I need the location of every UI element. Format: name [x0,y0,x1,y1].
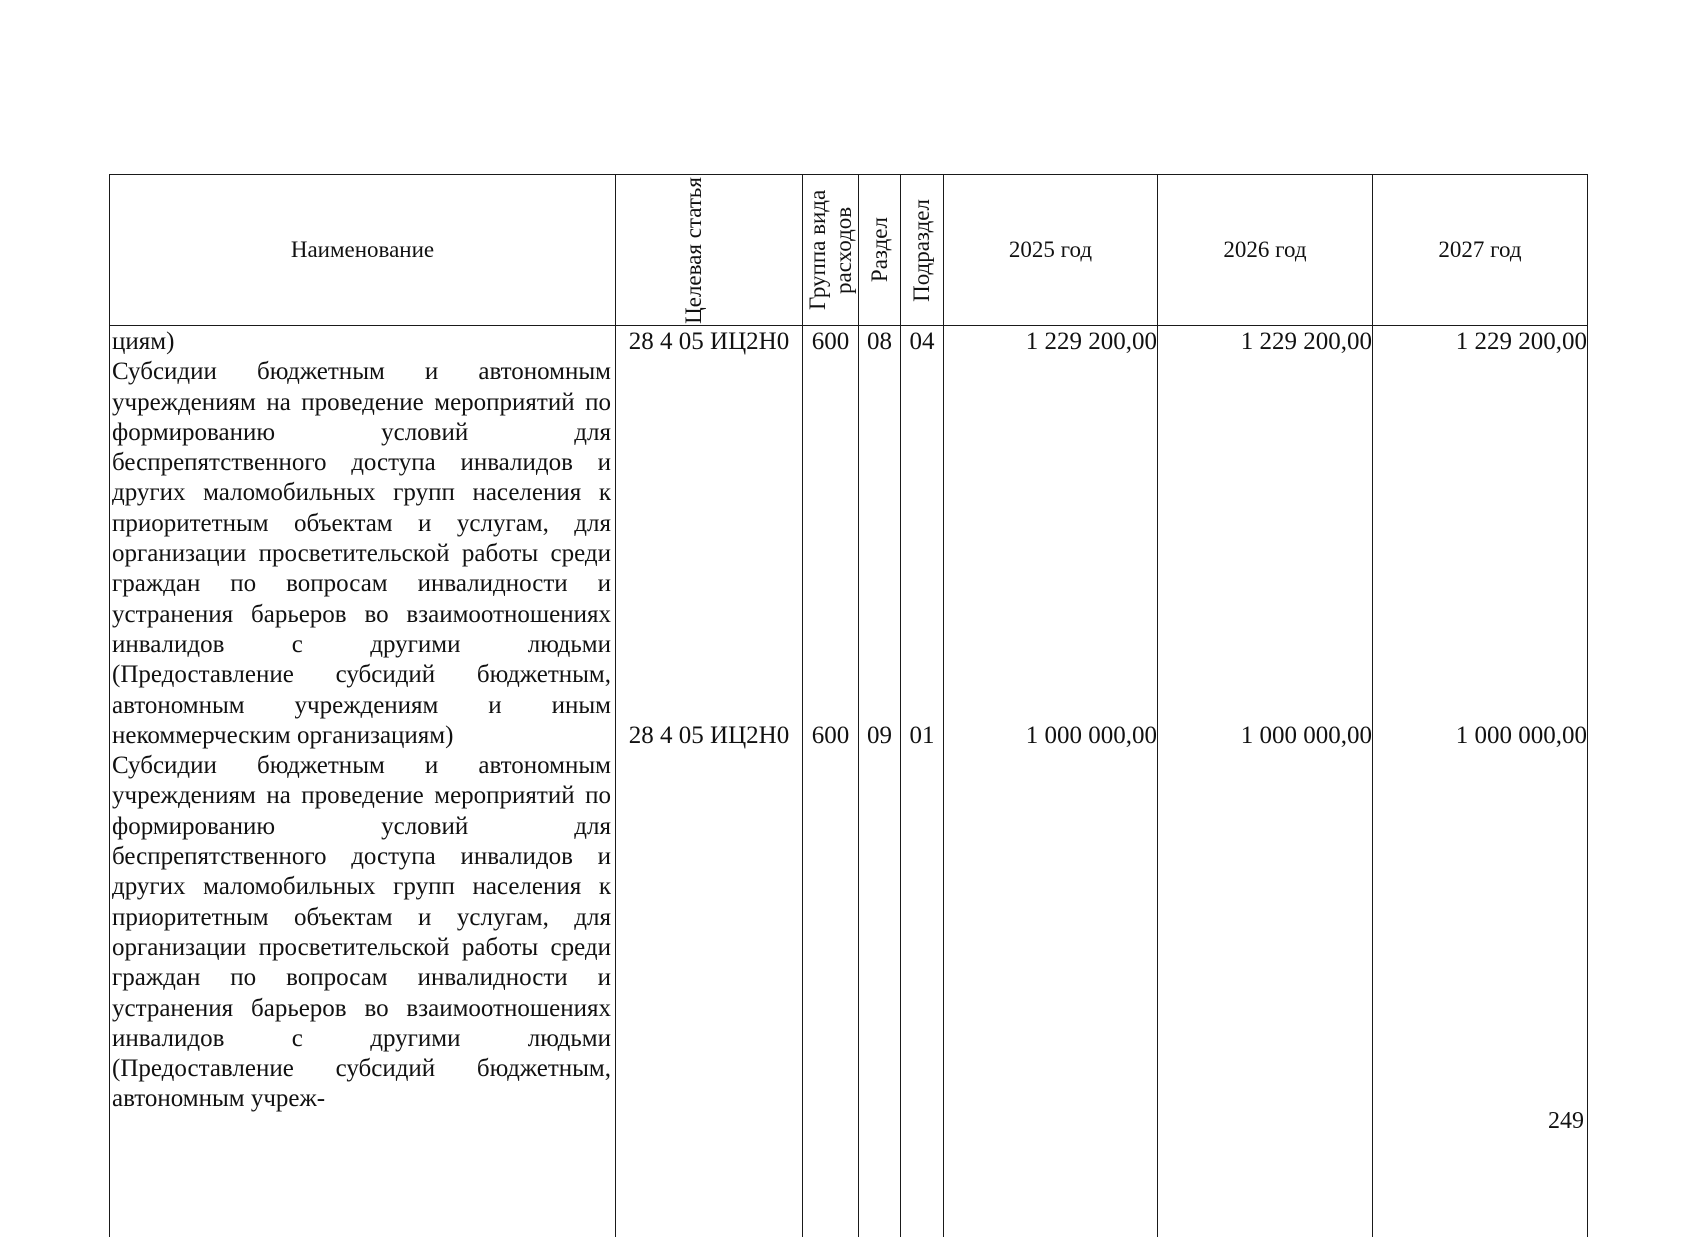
header-section-label: Раздел [867,217,893,282]
header-expense-group [803,175,859,326]
name-cell [110,326,616,1237]
header-target-item [616,175,803,326]
row2-expense-group: 600 [803,721,858,751]
row2-year-2027: 1 000 000,00 [1373,721,1587,751]
subsection-cell [901,326,944,1237]
text-block-tail: циям) [112,327,611,357]
header-subsection [901,175,944,326]
budget-table [109,174,1588,1237]
page-number: 249 [1548,1108,1584,1135]
header-expense-group-label: Группа вида расходов [805,175,857,325]
row2-year-2026: 1 000 000,00 [1158,721,1372,751]
target-item-cell [616,326,803,1237]
row1-target-item: 28 4 05 ИЦ2Н0 [616,327,802,357]
header-section [859,175,901,326]
text-block-second: Субсидии бюджетным и автономным учреждениям на проведение мероприятий по формированию условий для беспрепятственного доступа инвалидов и других маломобильных групп населения к приоритетным объектам и услугам, для организации просветительской работы среди граждан по вопросам инвалидности и устранения барьеров во взаимоотношениях инвалидов с другими людьми (Предоставление субсидий бюджетным, автономным учреж- [112,751,611,1115]
expense-group-cell [803,326,859,1237]
year-2025-cell [944,326,1158,1237]
row1-year-2025: 1 229 200,00 [944,327,1157,357]
row1-expense-group: 600 [803,327,858,357]
row1-year-2027: 1 229 200,00 [1373,327,1587,357]
header-year-2026: 2026 год [1158,175,1373,326]
row1-subsection: 04 [901,327,943,357]
row1-year-2026: 1 229 200,00 [1158,327,1372,357]
text-block-first: Субсидии бюджетным и автономным учреждениям на проведение мероприятий по формированию условий для беспрепятственного доступа инвалидов и других маломобильных групп населения к приоритетным объектам и услугам, для организации просветительской работы среди граждан по вопросам инвалидности и устранения барьеров во взаимоотношениях инвалидов с другими людьми (Предоставление субсидий бюджетным, автономным учреждениям и иным некоммерческим организациям) [112,357,611,751]
year-2026-cell [1158,326,1373,1237]
table-row [110,326,1588,1237]
section-cell [859,326,901,1237]
row2-target-item: 28 4 05 ИЦ2Н0 [616,721,802,751]
header-year-2025: 2025 год [944,175,1158,326]
header-target-item-label: Целевая статья [681,177,737,324]
year-2027-cell [1373,326,1588,1237]
table-header-row [110,175,1588,326]
row2-section: 09 [859,721,900,751]
header-name: Наименование [110,175,616,326]
row1-section: 08 [859,327,900,357]
row2-subsection: 01 [901,721,943,751]
header-year-2027: 2027 год [1373,175,1588,326]
row2-year-2025: 1 000 000,00 [944,721,1157,751]
header-subsection-label: Подраздел [909,199,935,302]
